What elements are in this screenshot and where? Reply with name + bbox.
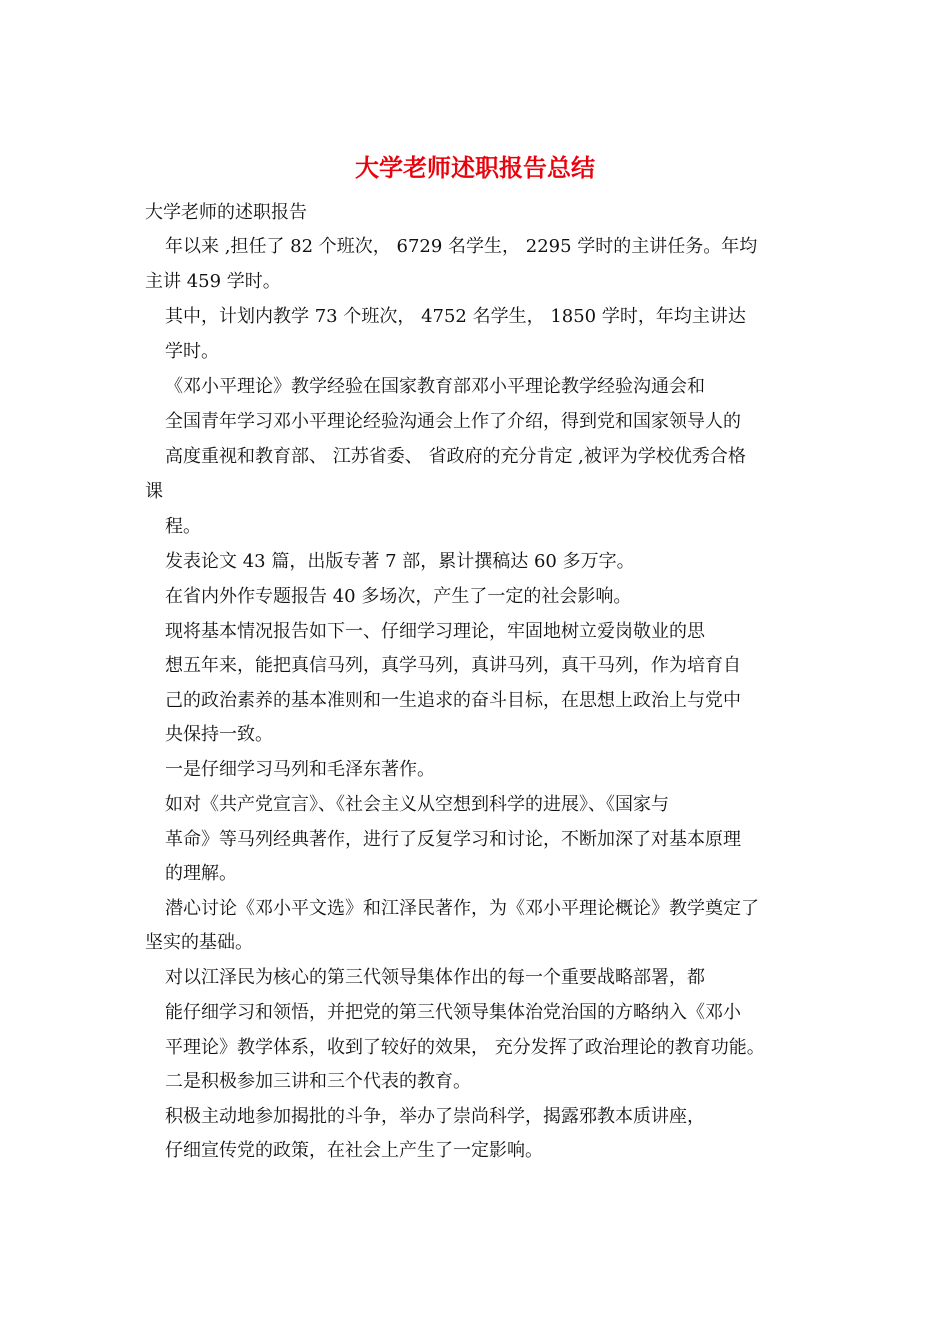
text-line: 发表论文 43 篇，出版专著 7 部，累计撰稿达 60 多万字。 xyxy=(165,551,635,572)
text-line: 高度重视和教育部、 江苏省委、 省政府的充分肯定 ,被评为学校优秀合格 xyxy=(165,446,746,467)
text-line: 潜心讨论《邓小平文选》和江泽民著作，为《邓小平理论概论》教学奠定了 xyxy=(165,898,759,919)
text-line: 主讲 459 学时。 xyxy=(145,271,281,292)
text-line: 如对《共产党宣言》、《社会主义从空想到科学的进展》、《国家与 xyxy=(165,794,669,815)
text-line: 仔细宣传党的政策，在社会上产生了一定影响。 xyxy=(165,1140,543,1161)
text-line: 革命》等马列经典著作，进行了反复学习和讨论，不断加深了对基本原理 xyxy=(165,829,741,850)
text-line: 年以来 ,担任了 82 个班次， 6729 名学生， 2295 学时的主讲任务。年均 xyxy=(165,236,758,257)
text-line: 想五年来，能把真信马列，真学马列，真讲马列，真干马列，作为培育自 xyxy=(165,655,741,676)
text-line: 课 xyxy=(145,481,163,502)
text-line: 《邓小平理论》教学经验在国家教育部邓小平理论教学经验沟通会和 xyxy=(165,376,705,397)
text-line: 对以江泽民为核心的第三代领导集体作出的每一个重要战略部署，都 xyxy=(165,967,705,988)
text-line: 能仔细学习和领悟，并把党的第三代领导集体治党治国的方略纳入《邓小 xyxy=(165,1002,741,1023)
text-line: 现将基本情况报告如下一、仔细学习理论，牢固地树立爱岗敬业的思 xyxy=(165,621,705,642)
text-line: 其中，计划内教学 73 个班次， 4752 名学生， 1850 学时，年均主讲达 xyxy=(165,306,746,327)
text-line: 大学老师的述职报告 xyxy=(145,202,307,223)
text-line: 学时。 xyxy=(165,341,219,362)
text-line: 的理解。 xyxy=(165,863,237,884)
text-line: 二是积极参加三讲和三个代表的教育。 xyxy=(165,1071,471,1092)
text-line: 一是仔细学习马列和毛泽东著作。 xyxy=(165,759,435,780)
text-line: 己的政治素养的基本准则和一生追求的奋斗目标，在思想上政治上与党中 xyxy=(165,690,741,711)
text-line: 平理论》教学体系，收到了较好的效果， 充分发挥了政治理论的教育功能。 xyxy=(165,1037,765,1058)
text-line: 全国青年学习邓小平理论经验沟通会上作了介绍，得到党和国家领导人的 xyxy=(165,411,741,432)
text-line: 程。 xyxy=(165,516,201,537)
text-line: 在省内外作专题报告 40 多场次，产生了一定的社会影响。 xyxy=(165,586,632,607)
document-title: 大学老师述职报告总结 xyxy=(355,153,595,182)
text-line: 坚实的基础。 xyxy=(145,932,253,953)
text-line: 央保持一致。 xyxy=(165,724,273,745)
text-line: 积极主动地参加揭批的斗争，举办了崇尚科学，揭露邪教本质讲座， xyxy=(165,1106,705,1127)
